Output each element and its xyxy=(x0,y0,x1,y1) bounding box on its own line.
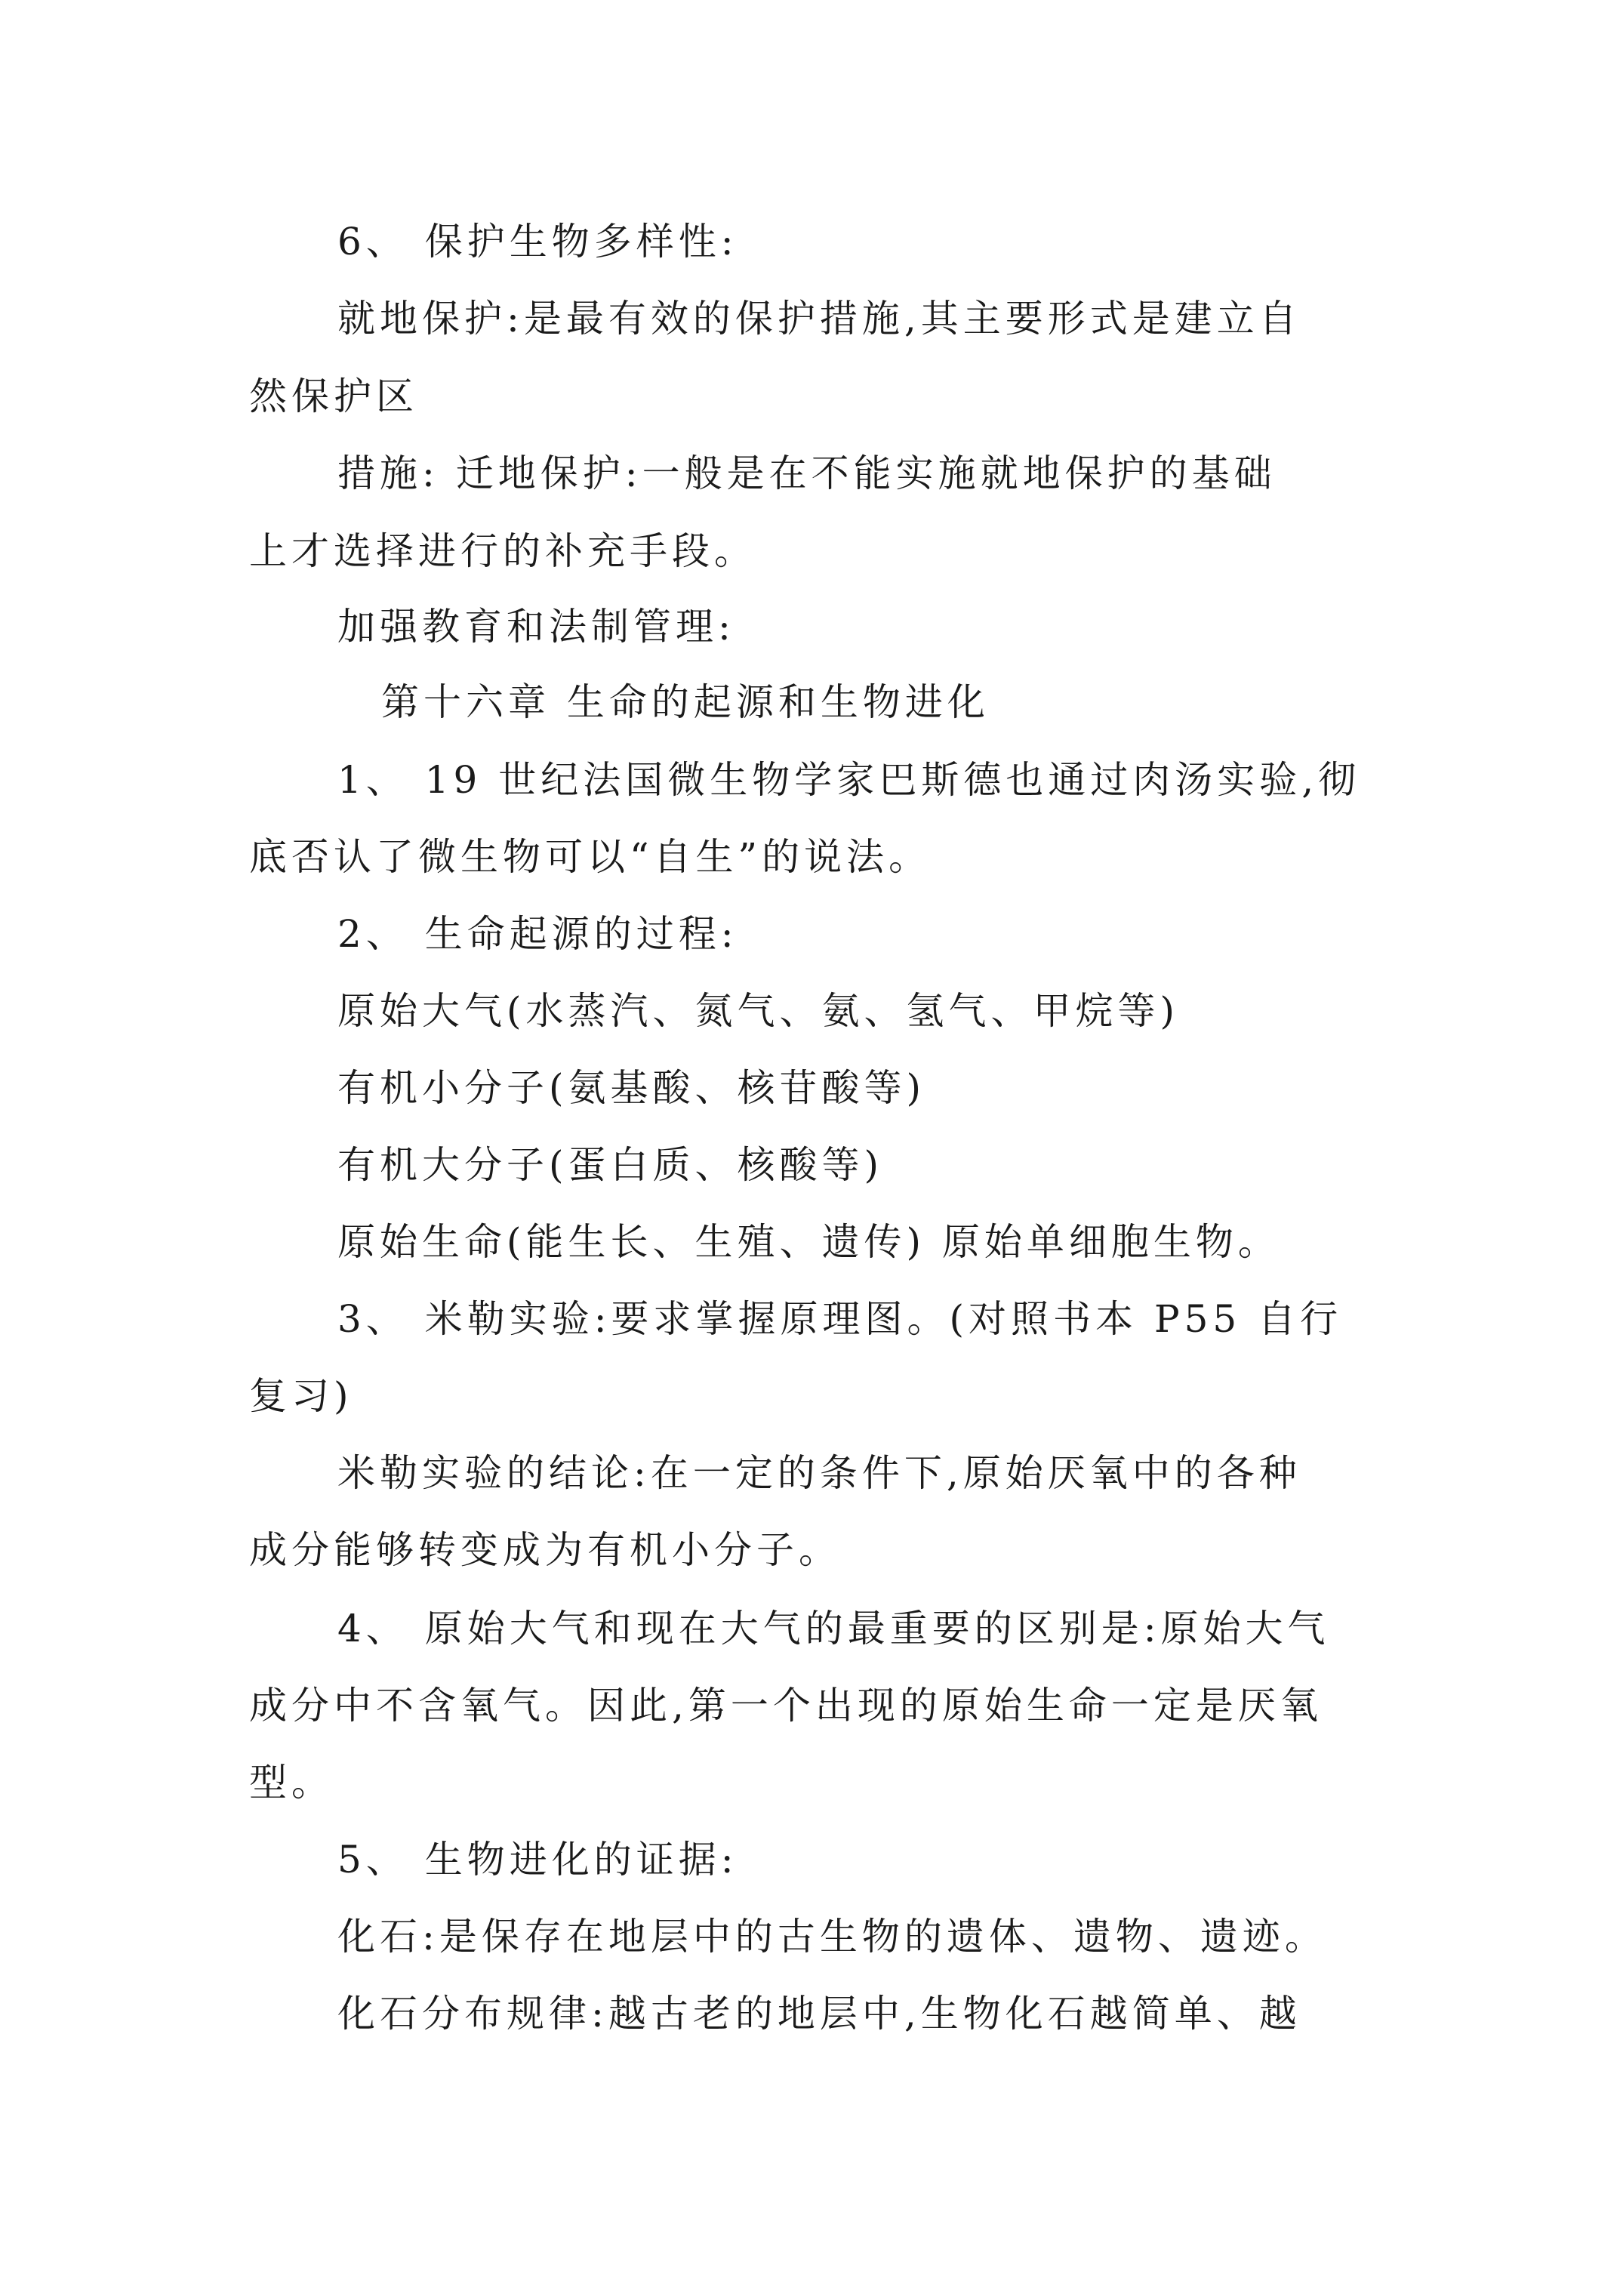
chapter-heading: 第十六章 生命的起源和生物进化 xyxy=(381,680,990,724)
text-line: 成分中不含氧气。因此,第一个出现的原始生命一定是厌氧 xyxy=(249,1684,1323,1727)
text-line: 复习) xyxy=(249,1374,353,1418)
text-line: 上才选择进行的补充手段。 xyxy=(249,529,756,573)
text-line: 4、 原始大气和现在大气的最重要的区别是:原始大气 xyxy=(337,1607,1330,1650)
text-line: 原始生命(能生长、生殖、遗传) 原始单细胞生物。 xyxy=(337,1220,1280,1264)
text-line: 3、 米勒实验:要求掌握原理图。(对照书本 P55 自行 xyxy=(337,1297,1343,1341)
text-line: 5、 生物进化的证据: xyxy=(337,1838,738,1881)
text-line: 有机大分子(蛋白质、核酸等) xyxy=(337,1143,884,1187)
text-line: 原始大气(水蒸汽、氮气、氨、氢气、甲烷等) xyxy=(337,989,1180,1033)
text-line: 型。 xyxy=(249,1761,334,1804)
text-line: 成分能够转变成为有机小分子。 xyxy=(249,1528,841,1572)
text-line: 底否认了微生物可以“自生”的说法。 xyxy=(249,835,932,879)
text-line: 然保护区 xyxy=(249,374,418,418)
text-line: 2、 生命起源的过程: xyxy=(337,912,738,956)
text-line: 1、 19 世纪法国微生物学家巴斯德也通过肉汤实验,彻 xyxy=(337,758,1361,802)
text-line: 加强教育和法制管理: xyxy=(337,605,735,649)
text-line: 化石:是保存在地层中的古生物的遗体、遗物、遗迹。 xyxy=(337,1915,1327,1959)
text-line: 米勒实验的结论:在一定的条件下,原始厌氧中的各种 xyxy=(337,1451,1301,1495)
text-line: 有机小分子(氨基酸、核苷酸等) xyxy=(337,1066,926,1110)
text-line: 措施: 迁地保护:一般是在不能实施就地保护的基础 xyxy=(337,451,1277,495)
text-line: 6、 保护生物多样性: xyxy=(337,220,738,264)
text-line: 就地保护:是最有效的保护措施,其主要形式是建立自 xyxy=(337,297,1301,341)
text-line: 化石分布规律:越古老的地层中,生物化石越简单、越 xyxy=(337,1992,1301,2036)
